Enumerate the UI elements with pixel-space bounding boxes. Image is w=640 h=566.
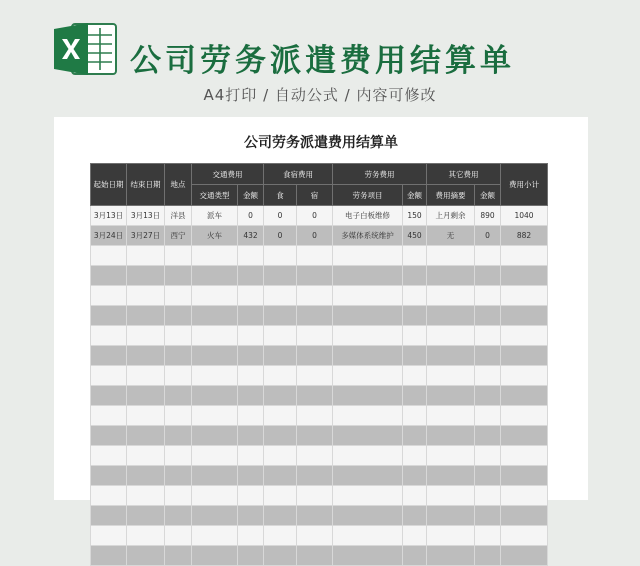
table-cell[interactable] xyxy=(238,306,264,326)
table-cell[interactable] xyxy=(427,326,475,346)
table-cell[interactable] xyxy=(192,406,238,426)
table-cell[interactable] xyxy=(127,386,165,406)
table-cell[interactable] xyxy=(333,486,403,506)
table-cell[interactable] xyxy=(427,246,475,266)
table-cell[interactable] xyxy=(238,386,264,406)
table-cell[interactable] xyxy=(165,346,192,366)
table-cell[interactable] xyxy=(333,366,403,386)
col-stay: 宿 xyxy=(297,185,333,206)
table-cell[interactable] xyxy=(127,346,165,366)
table-row xyxy=(91,246,548,266)
table-cell[interactable] xyxy=(403,386,427,406)
table-cell[interactable]: 1040 xyxy=(501,206,548,226)
table-cell[interactable] xyxy=(192,346,238,366)
table-cell[interactable] xyxy=(264,446,297,466)
table-cell[interactable] xyxy=(297,386,333,406)
table-cell[interactable] xyxy=(165,446,192,466)
sheet-title: 公司劳务派遣费用结算单 xyxy=(244,135,398,151)
table-cell[interactable] xyxy=(264,326,297,346)
table-cell[interactable] xyxy=(333,246,403,266)
col-end-date: 结束日期 xyxy=(127,164,165,206)
table-cell[interactable] xyxy=(238,506,264,526)
table-cell[interactable]: 0 xyxy=(238,206,264,226)
table-row xyxy=(91,366,548,386)
table-cell[interactable]: 无 xyxy=(427,226,475,246)
table-cell[interactable] xyxy=(297,466,333,486)
table-cell[interactable] xyxy=(333,266,403,286)
table-cell[interactable]: 0 xyxy=(475,226,501,246)
table-cell[interactable] xyxy=(165,486,192,506)
table-cell[interactable] xyxy=(297,406,333,426)
table-cell[interactable] xyxy=(501,346,548,366)
table-cell[interactable] xyxy=(475,466,501,486)
table-cell[interactable] xyxy=(403,366,427,386)
table-cell[interactable] xyxy=(165,526,192,546)
table-cell[interactable] xyxy=(333,506,403,526)
table-cell[interactable] xyxy=(192,246,238,266)
table-cell[interactable] xyxy=(333,306,403,326)
table-cell[interactable] xyxy=(403,526,427,546)
table-cell[interactable] xyxy=(192,486,238,506)
table-cell[interactable] xyxy=(91,246,127,266)
table-cell[interactable]: 3月27日 xyxy=(127,226,165,246)
page-title: 公司劳务派遣费用结算单 xyxy=(130,43,515,79)
table-cell[interactable] xyxy=(297,506,333,526)
table-row xyxy=(91,446,548,466)
table-cell[interactable] xyxy=(127,406,165,426)
table-cell[interactable] xyxy=(238,486,264,506)
table-cell[interactable] xyxy=(427,546,475,566)
excel-icon xyxy=(52,20,118,78)
table-cell[interactable]: 882 xyxy=(501,226,548,246)
table-cell[interactable] xyxy=(501,266,548,286)
table-cell[interactable] xyxy=(403,486,427,506)
table-cell[interactable]: 火车 xyxy=(192,226,238,246)
table-cell[interactable] xyxy=(192,546,238,566)
table-cell[interactable] xyxy=(475,446,501,466)
table-cell[interactable] xyxy=(127,466,165,486)
table-cell[interactable] xyxy=(192,266,238,286)
table-row xyxy=(91,386,548,406)
table-cell[interactable] xyxy=(127,366,165,386)
table-cell[interactable] xyxy=(91,486,127,506)
table-cell[interactable]: 多媒体系统维护 xyxy=(333,226,403,246)
table-cell[interactable] xyxy=(403,246,427,266)
table-cell[interactable] xyxy=(427,286,475,306)
table-cell[interactable] xyxy=(127,506,165,526)
table-cell[interactable] xyxy=(264,486,297,506)
table-cell[interactable] xyxy=(91,366,127,386)
table-row xyxy=(91,426,548,446)
col-food: 食 xyxy=(264,185,297,206)
table-cell[interactable] xyxy=(91,426,127,446)
table-cell[interactable] xyxy=(238,366,264,386)
col-labor-amount: 金额 xyxy=(403,185,427,206)
table-cell[interactable] xyxy=(91,386,127,406)
col-other-amount: 金额 xyxy=(475,185,501,206)
table-cell[interactable]: 派车 xyxy=(192,206,238,226)
table-cell[interactable] xyxy=(475,506,501,526)
table-cell[interactable] xyxy=(403,286,427,306)
table-cell[interactable] xyxy=(333,526,403,546)
table-cell[interactable] xyxy=(165,506,192,526)
table-cell[interactable] xyxy=(127,446,165,466)
table-cell[interactable] xyxy=(91,526,127,546)
table-cell[interactable] xyxy=(501,406,548,426)
page-subtitle: A4打印 / 自动公式 / 内容可修改 xyxy=(203,86,437,104)
table-cell[interactable] xyxy=(297,266,333,286)
table-cell[interactable] xyxy=(333,426,403,446)
table-cell[interactable] xyxy=(127,266,165,286)
table-cell[interactable] xyxy=(192,366,238,386)
table-cell[interactable] xyxy=(127,486,165,506)
table-cell[interactable] xyxy=(192,446,238,466)
table-cell[interactable] xyxy=(403,426,427,446)
table-cell[interactable]: 0 xyxy=(297,226,333,246)
table-cell[interactable] xyxy=(427,346,475,366)
table-cell[interactable] xyxy=(501,506,548,526)
table-cell[interactable] xyxy=(192,326,238,346)
table-cell[interactable] xyxy=(501,246,548,266)
table-cell[interactable]: 0 xyxy=(264,206,297,226)
table-cell[interactable] xyxy=(165,246,192,266)
table-cell[interactable] xyxy=(165,306,192,326)
table-cell[interactable] xyxy=(264,386,297,406)
table-cell[interactable] xyxy=(403,406,427,426)
table-cell[interactable]: 洋县 xyxy=(165,206,192,226)
table-cell[interactable] xyxy=(91,466,127,486)
table-cell[interactable] xyxy=(475,526,501,546)
table-cell[interactable] xyxy=(297,366,333,386)
table-cell[interactable] xyxy=(297,306,333,326)
table-cell[interactable] xyxy=(264,406,297,426)
settlement-table xyxy=(90,163,548,566)
table-cell[interactable] xyxy=(475,426,501,446)
table-cell[interactable] xyxy=(403,546,427,566)
table-cell[interactable] xyxy=(238,446,264,466)
table-cell[interactable] xyxy=(427,366,475,386)
table-row xyxy=(91,266,548,286)
table-cell[interactable]: 3月24日 xyxy=(91,226,127,246)
table-row xyxy=(91,346,548,366)
table-cell[interactable]: 西宁 xyxy=(165,226,192,246)
table-cell[interactable] xyxy=(264,246,297,266)
table-cell[interactable] xyxy=(264,306,297,326)
col-group-transport: 交通费用 xyxy=(192,164,264,185)
table-cell[interactable] xyxy=(238,346,264,366)
table-cell[interactable] xyxy=(475,326,501,346)
table-cell[interactable] xyxy=(501,426,548,446)
table-cell[interactable] xyxy=(192,426,238,446)
table-cell[interactable]: 450 xyxy=(403,226,427,246)
table-row xyxy=(91,226,548,246)
col-other-summary: 费用摘要 xyxy=(427,185,475,206)
table-cell[interactable] xyxy=(333,346,403,366)
table-row xyxy=(91,406,548,426)
table-cell[interactable] xyxy=(427,306,475,326)
table-cell[interactable] xyxy=(501,546,548,566)
table-cell[interactable] xyxy=(91,506,127,526)
table-cell[interactable] xyxy=(403,506,427,526)
table-cell[interactable] xyxy=(475,266,501,286)
table-row xyxy=(91,506,548,526)
table-cell[interactable] xyxy=(297,446,333,466)
col-labor-item: 劳务项目 xyxy=(333,185,403,206)
table-cell[interactable] xyxy=(427,406,475,426)
table-cell[interactable] xyxy=(165,466,192,486)
table-cell[interactable] xyxy=(501,286,548,306)
table-cell[interactable] xyxy=(427,446,475,466)
table-cell[interactable] xyxy=(475,286,501,306)
table-cell[interactable] xyxy=(297,246,333,266)
col-group-labor: 劳务费用 xyxy=(333,164,427,185)
table-cell[interactable] xyxy=(238,426,264,446)
table-cell[interactable] xyxy=(501,386,548,406)
table-cell[interactable] xyxy=(238,326,264,346)
table-cell[interactable] xyxy=(264,346,297,366)
table-cell[interactable] xyxy=(475,306,501,326)
table-cell[interactable] xyxy=(427,466,475,486)
col-group-other: 其它费用 xyxy=(427,164,501,185)
table-cell[interactable] xyxy=(238,546,264,566)
table-cell[interactable]: 432 xyxy=(238,226,264,246)
table-cell[interactable] xyxy=(403,306,427,326)
table-cell[interactable] xyxy=(165,366,192,386)
table-cell[interactable] xyxy=(91,446,127,466)
table-cell[interactable] xyxy=(192,466,238,486)
table-cell[interactable]: 0 xyxy=(264,226,297,246)
table-cell[interactable] xyxy=(91,306,127,326)
table-cell[interactable] xyxy=(333,546,403,566)
table-cell[interactable] xyxy=(403,466,427,486)
table-row xyxy=(91,466,548,486)
table-row xyxy=(91,206,548,226)
table-cell[interactable]: 890 xyxy=(475,206,501,226)
table-cell[interactable] xyxy=(264,466,297,486)
table-cell[interactable] xyxy=(264,426,297,446)
table-cell[interactable] xyxy=(501,526,548,546)
table-cell[interactable] xyxy=(264,266,297,286)
header-banner xyxy=(0,0,640,117)
table-row xyxy=(91,526,548,546)
table-cell[interactable] xyxy=(91,546,127,566)
table-cell[interactable] xyxy=(297,426,333,446)
table-cell[interactable] xyxy=(238,266,264,286)
table-cell[interactable] xyxy=(192,286,238,306)
table-cell[interactable] xyxy=(427,506,475,526)
spreadsheet-preview xyxy=(54,117,588,500)
table-cell[interactable] xyxy=(238,286,264,306)
table-cell[interactable] xyxy=(192,386,238,406)
table-cell[interactable] xyxy=(501,366,548,386)
table-row xyxy=(91,326,548,346)
table-cell[interactable] xyxy=(165,266,192,286)
table-cell[interactable] xyxy=(501,326,548,346)
table-cell[interactable] xyxy=(297,486,333,506)
table-cell[interactable]: 3月13日 xyxy=(127,206,165,226)
table-cell[interactable]: 0 xyxy=(297,206,333,226)
table-cell[interactable] xyxy=(127,246,165,266)
table-cell[interactable] xyxy=(127,286,165,306)
table-cell[interactable] xyxy=(264,286,297,306)
table-cell[interactable] xyxy=(91,346,127,366)
table-cell[interactable] xyxy=(427,526,475,546)
col-subtotal: 费用小计 xyxy=(501,164,548,206)
table-cell[interactable] xyxy=(403,346,427,366)
table-cell[interactable] xyxy=(501,486,548,506)
table-cell[interactable] xyxy=(403,446,427,466)
table-cell[interactable] xyxy=(427,426,475,446)
table-cell[interactable] xyxy=(333,406,403,426)
table-cell[interactable] xyxy=(297,326,333,346)
table-cell[interactable] xyxy=(165,286,192,306)
table-cell[interactable] xyxy=(427,486,475,506)
table-cell[interactable] xyxy=(127,326,165,346)
col-location: 地点 xyxy=(165,164,192,206)
table-cell[interactable] xyxy=(403,266,427,286)
table-cell[interactable] xyxy=(127,526,165,546)
table-cell[interactable] xyxy=(475,246,501,266)
table-cell[interactable] xyxy=(297,546,333,566)
table-cell[interactable] xyxy=(264,366,297,386)
table-row xyxy=(91,306,548,326)
table-cell[interactable] xyxy=(501,306,548,326)
table-cell[interactable] xyxy=(333,286,403,306)
table-cell[interactable] xyxy=(91,286,127,306)
table-cell[interactable] xyxy=(475,486,501,506)
table-cell[interactable] xyxy=(427,266,475,286)
table-cell[interactable] xyxy=(475,346,501,366)
table-row xyxy=(91,546,548,566)
table-body xyxy=(91,206,548,566)
table-cell[interactable] xyxy=(264,546,297,566)
table-cell[interactable] xyxy=(165,386,192,406)
table-cell[interactable] xyxy=(333,386,403,406)
table-row xyxy=(91,286,548,306)
table-cell[interactable] xyxy=(297,286,333,306)
table-cell[interactable] xyxy=(333,446,403,466)
table-cell[interactable] xyxy=(475,406,501,426)
table-cell[interactable] xyxy=(192,506,238,526)
table-cell[interactable] xyxy=(165,406,192,426)
table-cell[interactable]: 150 xyxy=(403,206,427,226)
table-cell[interactable] xyxy=(127,306,165,326)
table-cell[interactable] xyxy=(475,546,501,566)
table-cell[interactable] xyxy=(403,326,427,346)
table-cell[interactable] xyxy=(165,546,192,566)
table-cell[interactable] xyxy=(127,426,165,446)
table-cell[interactable] xyxy=(91,406,127,426)
table-cell[interactable] xyxy=(297,346,333,366)
table-cell[interactable]: 3月13日 xyxy=(91,206,127,226)
table-cell[interactable] xyxy=(91,266,127,286)
table-cell[interactable] xyxy=(238,246,264,266)
table-cell[interactable] xyxy=(165,426,192,446)
table-cell[interactable] xyxy=(475,386,501,406)
table-cell[interactable] xyxy=(264,506,297,526)
table-cell[interactable] xyxy=(297,526,333,546)
table-cell[interactable] xyxy=(333,466,403,486)
table-cell[interactable] xyxy=(501,446,548,466)
table-cell[interactable] xyxy=(91,326,127,346)
col-transport-amount: 金额 xyxy=(238,185,264,206)
table-cell[interactable] xyxy=(238,526,264,546)
table-cell[interactable] xyxy=(333,326,403,346)
table-cell[interactable] xyxy=(192,526,238,546)
table-cell[interactable] xyxy=(127,546,165,566)
table-cell[interactable] xyxy=(264,526,297,546)
table-cell[interactable] xyxy=(238,406,264,426)
table-cell[interactable] xyxy=(238,466,264,486)
table-cell[interactable]: 电子白板维修 xyxy=(333,206,403,226)
table-cell[interactable] xyxy=(501,466,548,486)
table-cell[interactable] xyxy=(165,326,192,346)
table-cell[interactable] xyxy=(475,366,501,386)
col-transport-type: 交通类型 xyxy=(192,185,238,206)
table-row xyxy=(91,486,548,506)
table-cell[interactable]: 上月剩余 xyxy=(427,206,475,226)
table-cell[interactable] xyxy=(427,386,475,406)
col-group-lodging: 食宿费用 xyxy=(264,164,333,185)
col-start-date: 起始日期 xyxy=(91,164,127,206)
table-cell[interactable] xyxy=(192,306,238,326)
